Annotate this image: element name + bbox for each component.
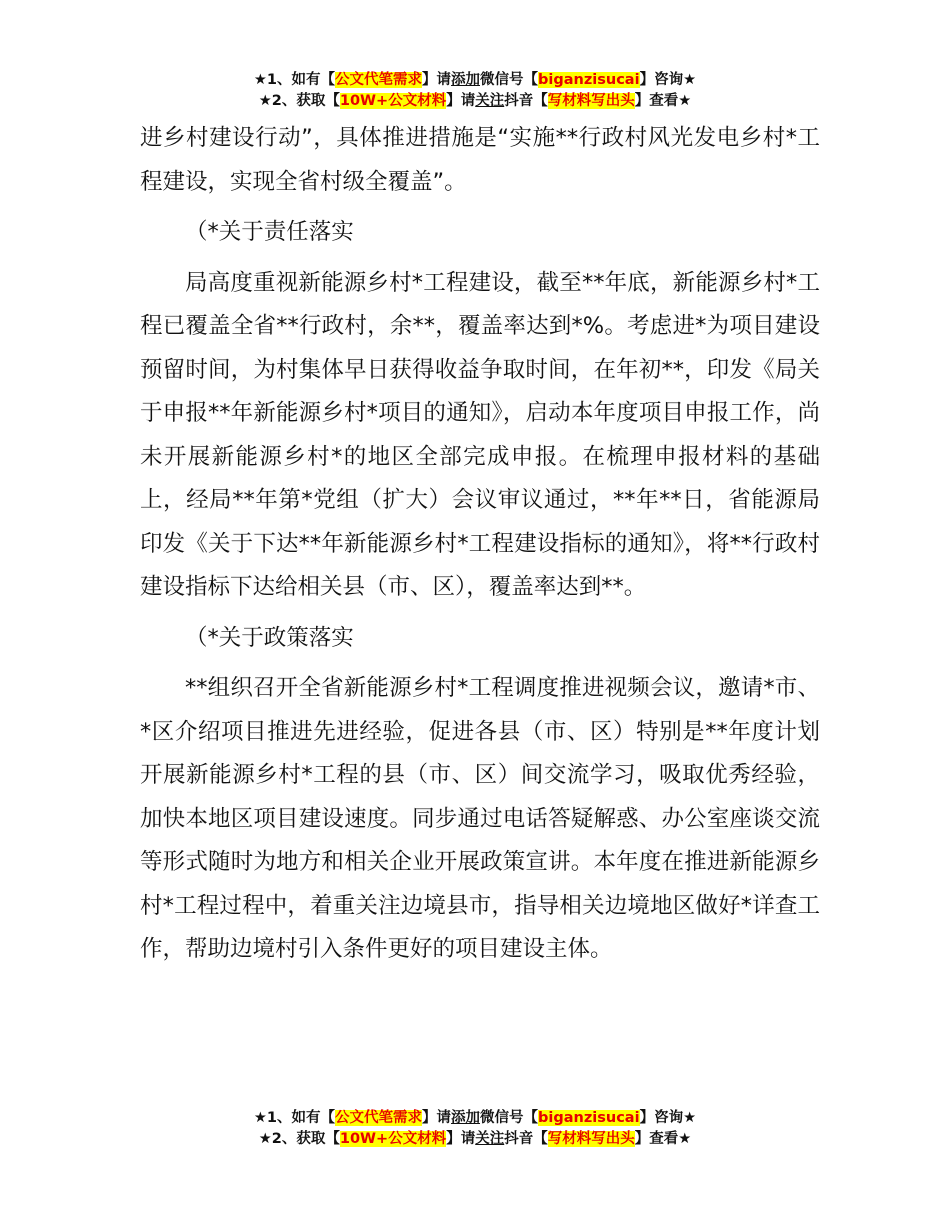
banner-line-1: ★1、如有【公文代笔需求】请添加微信号【biganzisucai】咨询★ bbox=[253, 1110, 697, 1126]
header-banner bbox=[0, 70, 950, 112]
materials-highlight: 10W+公文材料 bbox=[339, 93, 447, 109]
paragraph-continued: 进乡村建设行动”，具体推进措施是“实施**行政村风光发电乡村*工程建设，实现全省村级全覆盖”。 bbox=[140, 125, 820, 195]
banner-line-2: ★2、获取【10W+公文材料】请关注抖音【写材料写出头】查看★ bbox=[258, 93, 692, 109]
paragraph-responsibility: 局高度重视新能源乡村*工程建设，截至**年底，新能源乡村*工程已覆盖全省**行政村，余**，覆盖率达到*%。考虑进*为项目建设预留时间，为村集体早日获得收益争取时间，在年初**，印发《局关于申报**年新能源乡村*项目的通知》，启动本年度项目申报工作，尚未开展新能源乡村*的地区全部完成申报。在梳理申报材料的基础上，经局**年第*党组（扩大）会议审议通过，**年**日，省能源局印发《关于下达**年新能源乡村*工程建设指标的通知》，将**行政村建设指标下达给相关县（市、区），覆盖率达到**。 bbox=[140, 269, 820, 600]
douyin-highlight: 写材料写出头 bbox=[547, 93, 635, 109]
douyin-highlight: 写材料写出头 bbox=[547, 1131, 635, 1147]
section-heading-responsibility: （*关于责任落实 bbox=[185, 219, 354, 245]
banner-line-2: ★2、获取【10W+公文材料】请关注抖音【写材料写出头】查看★ bbox=[258, 1131, 692, 1147]
section-heading-policy: （*关于政策落实 bbox=[185, 624, 354, 651]
paragraph-policy: **组织召开全省新能源乡村*工程调度推进视频会议，邀请*市、*区介绍项目推进先进经验，促进各县（市、区）特别是**年度计划开展新能源乡村*工程的县（市、区）间交流学习，吸取优秀经验，加快本地区项目建设速度。同步通过电话答疑解惑、办公室座谈交流等形式随时为地方和相关企业开展政策宣讲。本年度在推进新能源乡村*工程过程中，着重关注边境县市，指导相关边境地区做好*详查工作，帮助边境村引入条件更好的项目建设主体。 bbox=[140, 675, 820, 962]
banner-line-1: ★1、如有【公文代笔需求】请添加微信号【biganzisucai】咨询★ bbox=[253, 72, 697, 88]
footer-banner bbox=[0, 1108, 950, 1150]
wechat-id-highlight: biganzisucai bbox=[538, 1110, 640, 1126]
ghostwriting-highlight: 公文代笔需求 bbox=[335, 1110, 423, 1126]
wechat-id-highlight: biganzisucai bbox=[538, 72, 640, 88]
ghostwriting-highlight: 公文代笔需求 bbox=[335, 72, 423, 88]
materials-highlight: 10W+公文材料 bbox=[339, 1131, 447, 1147]
document-body bbox=[140, 117, 820, 972]
